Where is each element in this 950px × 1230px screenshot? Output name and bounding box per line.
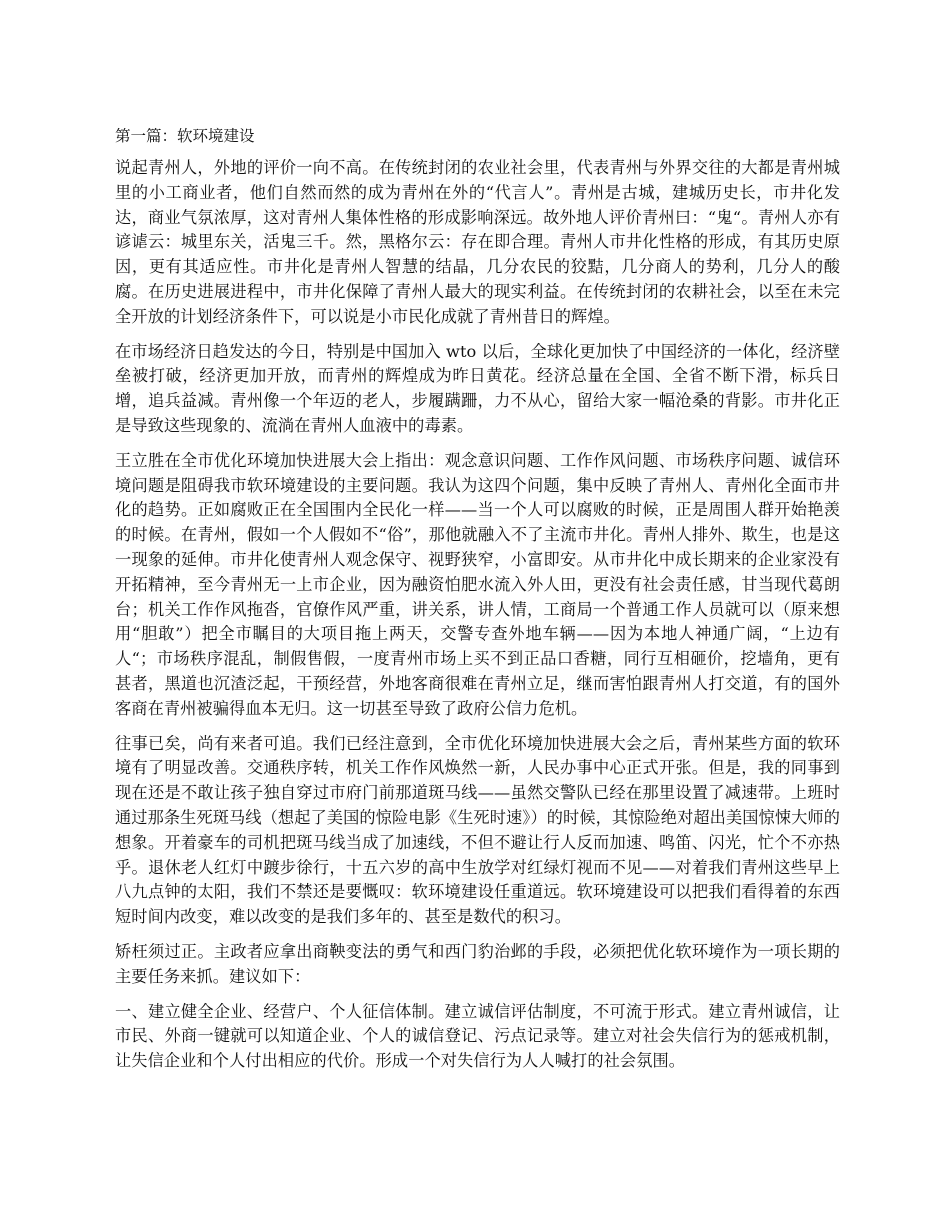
paragraph-4: 往事已矣，尚有来者可追。我们已经注意到，全市优化环境加快进展大会之后，青州某些方面的软环境有了明显改善。交通秩序转，机关工作作风焕然一新，人民办事中心正式开张。但是，我的同事到现在还是不敢让孩子独自穿过市府门前那道斑马线——虽然交警队已经在那里设置了减速带。上班时通过那条生死斑马线（想起了美国的惊险电影《生死时速》）的时候，其惊险绝对超出美国惊悚大师的想象。开着豪车的司机把斑马线当成了加速线，不但不避让行人反而加速、鸣笛、闪光，忙个不亦热乎。退休老人红灯中踱步徐行，十五六岁的高中生放学对红绿灯视而不见——对着我们青州这些早上八九点钟的太阳，我们不禁还是要慨叹：软环境建设任重道远。软环境建设可以把我们看得着的东西短时间内改变，难以改变的是我们多年的、甚至是数代的积习。 — [115, 733, 840, 927]
paragraph-5: 矫枉须过正。主政者应拿出商鞅变法的勇气和西门豹治邺的手段，必须把优化软环境作为一项长期的主要任务来抓。建议如下： — [115, 941, 840, 986]
document-page — [115, 124, 840, 1084]
paragraph-2: 在市场经济日趋发达的今日，特别是中国加入 wto 以后，全球化更加快了中国经济的一体化，经济壁垒被打破，经济更加开放，而青州的辉煌成为昨日黄花。经济总量在全国、全省不断下滑，标兵日增，追兵益减。青州像一个年迈的老人，步履蹒跚，力不从心，留给大家一幅沧桑的背影。市井化正是导致这些现象的、流淌在青州人血液中的毒素。 — [115, 341, 840, 435]
paragraph-1: 说起青州人，外地的评价一向不高。在传统封闭的农业社会里，代表青州与外界交往的大都是青州城里的小工商业者，他们自然而然的成为青州在外的“代言人”。青州是古城，建城历史长，市井化发达，商业气氛浓厚，这对青州人集体性格的形成影响深远。故外地人评价青州曰：“鬼“。青州人亦有谚谑云：城里东关，活鬼三千。然，黑格尔云：存在即合理。青州人市井化性格的形成，有其历史原因，更有其适应性。市井化是青州人智慧的结晶，几分农民的狡黠，几分商人的势利，几分人的酸腐。在历史进展进程中，市井化保障了青州人最大的现实利益。在传统封闭的农耕社会，以至在未完全开放的计划经济条件下，可以说是小市民化成就了青州昔日的辉煌。 — [115, 158, 840, 326]
paragraph-3: 王立胜在全市优化环境加快进展大会上指出：观念意识问题、工作作风问题、市场秩序问题、诚信环境问题是阻碍我市软环境建设的主要问题。我认为这四个问题，集中反映了青州人、青州化全面市井化的趋势。正如腐败正在全国围内全民化一样——当一个人可以腐败的时候，正是周围人群开始艳羡的时候。在青州，假如一个人假如不“俗”，那他就融入不了主流市井化。青州人排外、欺生，也是这一现象的延伸。市井化使青州人观念保守、视野狭窄，小富即安。从市井化中成长期来的企业家没有开拓精神，至今青州无一上市企业，因为融资怕肥水流入外人田，更没有社会责任感，甘当现代葛朗台；机关工作作风拖沓，官僚作风严重，讲关系，讲人情，工商局一个普通工作人员就可以（原来想用“胆敢”）把全市瞩目的大项目拖上两天，交警专查外地车辆——因为本地人神通广阔，“上边有人“；市场秩序混乱，制假售假，一度青州市场上买不到正品口香糖，同行互相砸价，挖墙角，更有甚者，黑道也沉渣泛起，干预经营，外地客商很难在青州立足，继而害怕跟青州人打交道，有的国外客商在青州被骗得血本无归。这一切甚至导致了政府公信力危机。 — [115, 450, 840, 718]
paragraph-6: 一、建立健全企业、经营户、个人征信体制。建立诚信评估制度，不可流于形式。建立青州诚信，让市民、外商一键就可以知道企业、个人的诚信登记、污点记录等。建立对社会失信行为的惩戒机制，让失信企业和个人付出相应的代价。形成一个对失信行为人人喊打的社会氛围。 — [115, 1001, 840, 1071]
document-title: 第一篇：软环境建设 — [115, 127, 255, 145]
